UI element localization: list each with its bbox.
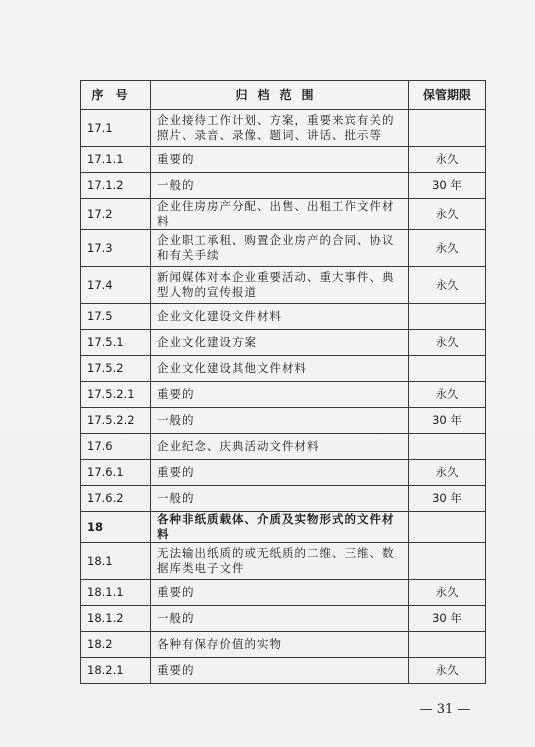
table-row xyxy=(81,356,486,382)
row-period: 30 年 xyxy=(409,486,486,512)
row-number: 17.5.2.2 xyxy=(81,408,151,434)
row-period xyxy=(409,512,486,543)
table-row xyxy=(81,543,486,580)
row-period: 永久 xyxy=(409,460,486,486)
row-period: 永久 xyxy=(409,267,486,304)
row-scope: 企业职工承租、购置企业房产的合同、协议和有关手续 xyxy=(151,230,409,267)
header-number: 序号 xyxy=(81,81,151,110)
row-number: 17.1 xyxy=(81,110,151,147)
table-row xyxy=(81,199,486,230)
table-row xyxy=(81,110,486,147)
row-scope: 企业文化建设方案 xyxy=(151,330,409,356)
row-number: 17.6 xyxy=(81,434,151,460)
row-period: 永久 xyxy=(409,230,486,267)
table-row xyxy=(81,486,486,512)
row-period: 永久 xyxy=(409,199,486,230)
row-scope: 企业住房房产分配、出售、出租工作文件材料 xyxy=(151,199,409,230)
row-number: 18.1 xyxy=(81,543,151,580)
row-scope: 企业文化建设其他文件材料 xyxy=(151,356,409,382)
table-row-section xyxy=(81,512,486,543)
row-period xyxy=(409,304,486,330)
row-number: 17.6.1 xyxy=(81,460,151,486)
table-row xyxy=(81,267,486,304)
row-scope: 企业纪念、庆典活动文件材料 xyxy=(151,434,409,460)
row-period xyxy=(409,632,486,658)
row-period: 30 年 xyxy=(409,606,486,632)
table-header-row xyxy=(81,81,486,110)
retention-schedule-table xyxy=(80,80,486,684)
row-scope: 一般的 xyxy=(151,606,409,632)
table-row xyxy=(81,580,486,606)
row-scope: 重要的 xyxy=(151,147,409,173)
row-scope: 重要的 xyxy=(151,658,409,684)
row-scope: 各种有保存价值的实物 xyxy=(151,632,409,658)
table-row xyxy=(81,173,486,199)
row-scope: 企业接待工作计划、方案，重要来宾有关的照片、录音、录像、题词、讲话、批示等 xyxy=(151,110,409,147)
row-period: 30 年 xyxy=(409,173,486,199)
row-number: 17.5 xyxy=(81,304,151,330)
table-row xyxy=(81,382,486,408)
row-period: 永久 xyxy=(409,382,486,408)
table-row xyxy=(81,632,486,658)
row-period xyxy=(409,434,486,460)
header-scope: 归档范围 xyxy=(151,81,409,110)
table-row xyxy=(81,330,486,356)
table-row xyxy=(81,658,486,684)
row-period: 永久 xyxy=(409,658,486,684)
row-number: 18.2 xyxy=(81,632,151,658)
row-period: 永久 xyxy=(409,580,486,606)
row-period: 永久 xyxy=(409,330,486,356)
row-scope: 重要的 xyxy=(151,460,409,486)
row-period xyxy=(409,110,486,147)
row-period: 30 年 xyxy=(409,408,486,434)
row-number: 17.1.2 xyxy=(81,173,151,199)
table-row xyxy=(81,606,486,632)
row-number: 17.4 xyxy=(81,267,151,304)
table-row xyxy=(81,147,486,173)
row-number: 18.1.2 xyxy=(81,606,151,632)
row-number: 17.5.2 xyxy=(81,356,151,382)
row-scope: 新闻媒体对本企业重要活动、重大事件、典型人物的宣传报道 xyxy=(151,267,409,304)
row-scope: 一般的 xyxy=(151,408,409,434)
row-number: 18.1.1 xyxy=(81,580,151,606)
row-number: 17.5.1 xyxy=(81,330,151,356)
table-row xyxy=(81,230,486,267)
row-scope: 无法输出纸质的或无纸质的二维、三维、数据库类电子文件 xyxy=(151,543,409,580)
row-number: 17.3 xyxy=(81,230,151,267)
header-period: 保管期限 xyxy=(409,81,486,110)
row-period xyxy=(409,543,486,580)
row-number: 18 xyxy=(81,512,151,543)
row-scope: 企业文化建设文件材料 xyxy=(151,304,409,330)
row-scope: 一般的 xyxy=(151,486,409,512)
row-scope: 各种非纸质载体、介质及实物形式的文件材料 xyxy=(151,512,409,543)
row-period: 永久 xyxy=(409,147,486,173)
table-row xyxy=(81,408,486,434)
row-scope: 重要的 xyxy=(151,580,409,606)
table-row xyxy=(81,434,486,460)
row-period xyxy=(409,356,486,382)
page-number: — 31 — xyxy=(419,702,471,717)
row-number: 17.2 xyxy=(81,199,151,230)
row-scope: 重要的 xyxy=(151,382,409,408)
row-scope: 一般的 xyxy=(151,173,409,199)
table-row xyxy=(81,304,486,330)
table-row xyxy=(81,460,486,486)
row-number: 18.2.1 xyxy=(81,658,151,684)
row-number: 17.5.2.1 xyxy=(81,382,151,408)
row-number: 17.1.1 xyxy=(81,147,151,173)
row-number: 17.6.2 xyxy=(81,486,151,512)
